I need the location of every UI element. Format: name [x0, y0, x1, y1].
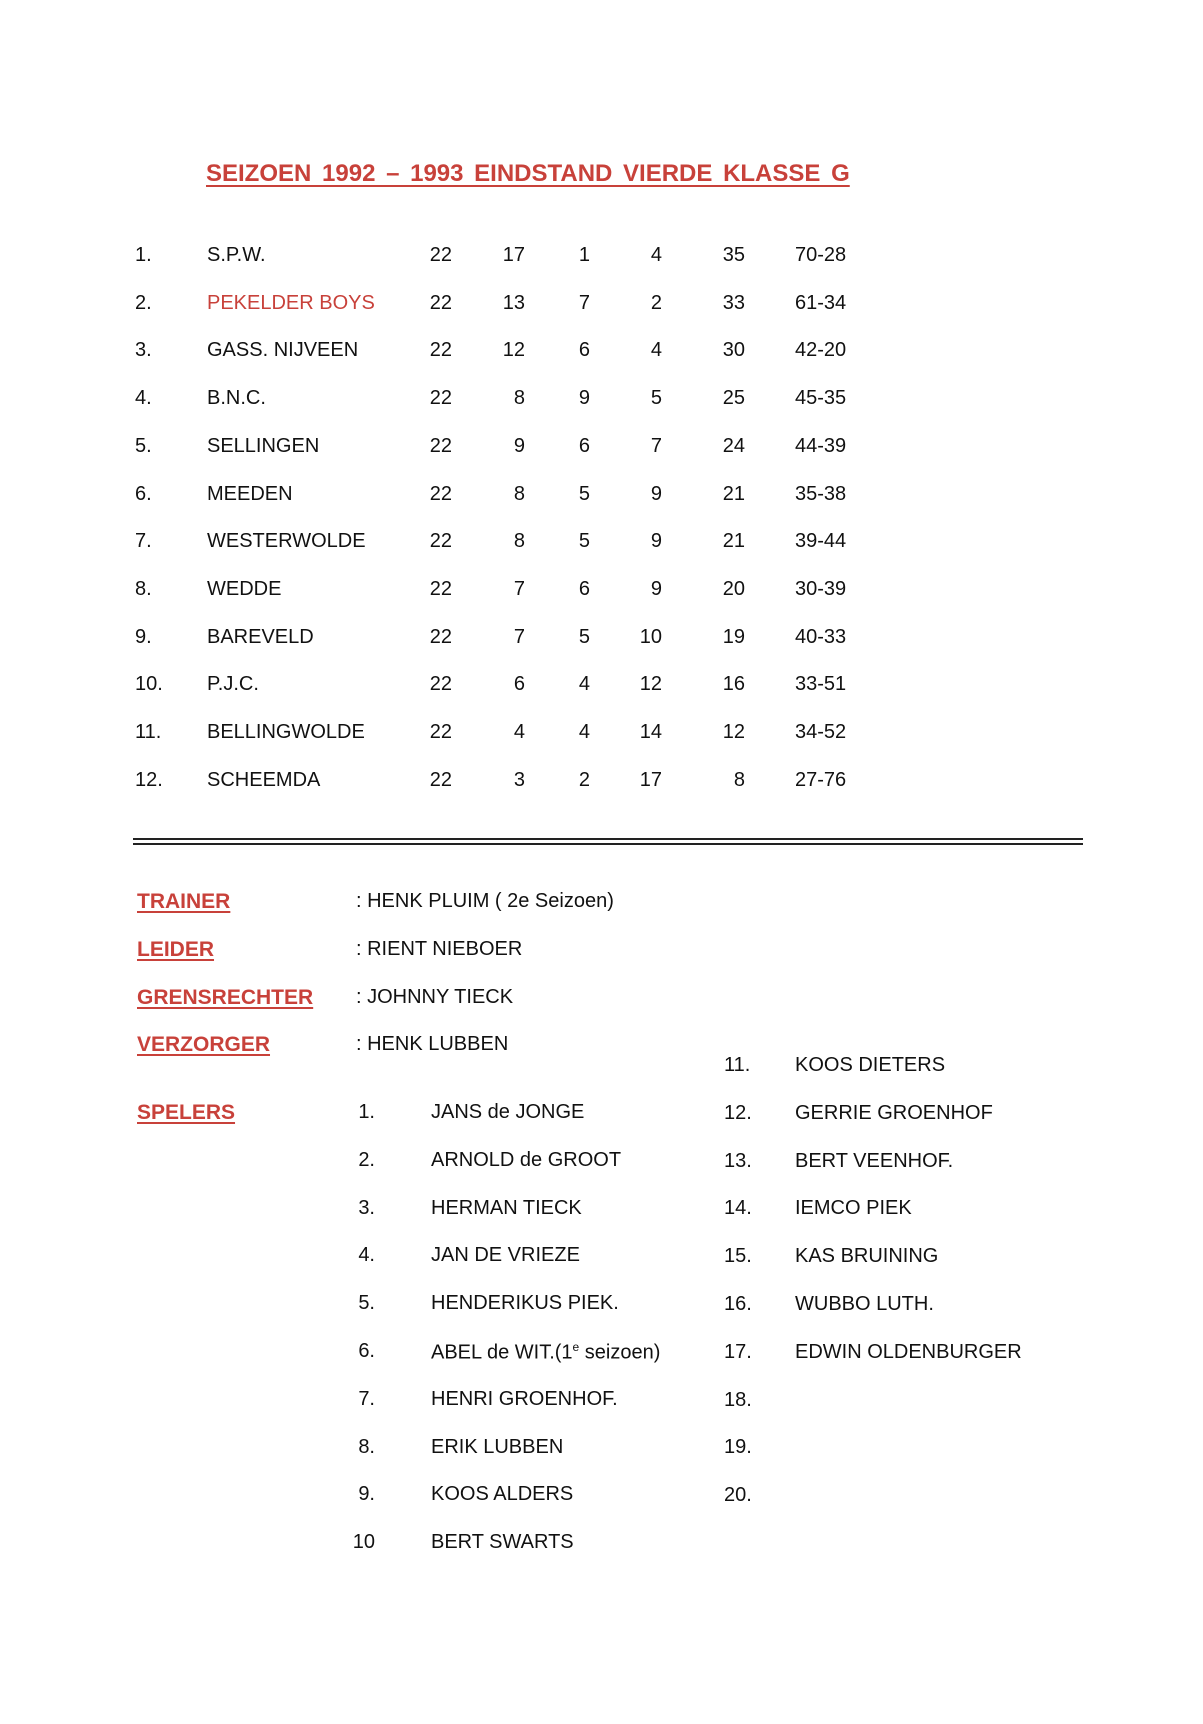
- staff-member-name: : HENK PLUIM ( 2e Seizoen): [356, 890, 614, 912]
- standing-lost: 5: [650, 387, 662, 410]
- player-number: 13.: [724, 1149, 752, 1172]
- standing-drawn: 2: [578, 768, 590, 791]
- standing-won: 8: [513, 387, 525, 410]
- player-name: KAS BRUINING: [795, 1245, 939, 1268]
- standing-lost: 12: [639, 673, 662, 696]
- standing-team-name: BAREVELD: [207, 625, 314, 648]
- player-name: [431, 1340, 660, 1365]
- standing-points: 8: [733, 768, 745, 791]
- player-number: 12.: [724, 1101, 752, 1124]
- standing-points: 21: [722, 530, 745, 553]
- player-name: BERT SWARTS: [431, 1531, 574, 1554]
- standing-team-name: SELLINGEN: [207, 434, 320, 457]
- standing-team-name: SCHEEMDA: [207, 768, 321, 791]
- player-name-text: ABEL de WIT.(1: [431, 1341, 573, 1364]
- standing-goals: 39-44: [795, 530, 847, 553]
- standing-played: 22: [429, 768, 452, 791]
- staff-role-label: VERZORGER: [137, 1033, 271, 1057]
- player-number: 16.: [724, 1293, 752, 1315]
- staff-role-label: LEIDER: [137, 937, 215, 961]
- player-number: 2.: [358, 1148, 375, 1171]
- standing-position: 3.: [135, 339, 152, 362]
- standing-points: 35: [722, 244, 745, 266]
- standing-won: 4: [513, 721, 525, 743]
- standing-goals: 45-35: [795, 387, 847, 410]
- standing-lost: 4: [650, 339, 662, 362]
- standing-played: 22: [429, 291, 452, 314]
- player-name: KOOS DIETERS: [795, 1054, 946, 1076]
- player-number: 19.: [724, 1436, 752, 1459]
- divider-line: [133, 843, 1083, 845]
- standing-goals: 70-28: [795, 244, 847, 266]
- standing-drawn: 5: [578, 530, 590, 553]
- standing-team-name: WESTERWOLDE: [207, 530, 366, 553]
- standing-drawn: 5: [578, 625, 590, 648]
- staff-member-name: : JOHNNY TIECK: [356, 985, 514, 1008]
- standing-position: 7.: [135, 530, 152, 553]
- standing-won: 6: [513, 673, 525, 696]
- standing-lost: 9: [650, 482, 662, 505]
- standing-goals: 61-34: [795, 291, 847, 314]
- player-number: 1.: [358, 1101, 375, 1123]
- standing-goals: 42-20: [795, 339, 847, 362]
- standing-position: 1.: [135, 244, 152, 266]
- standing-goals: 30-39: [795, 577, 847, 600]
- standing-drawn: 4: [578, 673, 590, 696]
- standing-position: 6.: [135, 482, 152, 505]
- player-number: 5.: [358, 1292, 375, 1315]
- standing-team-name: P.J.C.: [207, 673, 259, 696]
- player-name-suffix: seizoen): [579, 1341, 661, 1364]
- standing-won: 3: [513, 768, 525, 791]
- standing-drawn: 7: [578, 291, 590, 314]
- standing-goals: 33-51: [795, 673, 847, 696]
- standing-position: 12.: [135, 768, 163, 791]
- player-number: 4.: [358, 1244, 375, 1267]
- standing-drawn: 5: [578, 482, 590, 505]
- standing-lost: 7: [650, 434, 662, 457]
- player-name: WUBBO LUTH.: [795, 1293, 934, 1315]
- standing-played: 22: [429, 244, 452, 266]
- standing-played: 22: [429, 577, 452, 600]
- standing-won: 8: [513, 530, 525, 553]
- standing-played: 22: [429, 673, 452, 696]
- standing-points: 24: [722, 434, 745, 457]
- standing-won: 12: [502, 339, 525, 362]
- player-number: 14.: [724, 1197, 752, 1220]
- player-name: JANS de JONGE: [431, 1101, 585, 1123]
- standing-drawn: 6: [578, 339, 590, 362]
- staff-role-label: TRAINER: [137, 890, 231, 913]
- standing-position: 5.: [135, 434, 152, 457]
- player-name: KOOS ALDERS: [431, 1483, 574, 1506]
- staff-member-name: : HENK LUBBEN: [356, 1033, 509, 1056]
- standing-goals: 40-33: [795, 625, 847, 648]
- player-number: 18.: [724, 1388, 752, 1411]
- standing-points: 20: [722, 577, 745, 600]
- standing-team-name: MEEDEN: [207, 482, 293, 505]
- player-number: 3.: [358, 1196, 375, 1219]
- player-name: GERRIE GROENHOF: [795, 1101, 993, 1124]
- standing-played: 22: [429, 625, 452, 648]
- player-name: HENRI GROENHOF.: [431, 1387, 618, 1410]
- player-name: ARNOLD de GROOT: [431, 1148, 622, 1171]
- player-name: HERMAN TIECK: [431, 1196, 582, 1219]
- standing-lost: 17: [639, 768, 662, 791]
- player-number: 9.: [358, 1483, 375, 1506]
- player-name: IEMCO PIEK: [795, 1197, 912, 1220]
- standing-lost: 10: [639, 625, 662, 648]
- standing-team-name: B.N.C.: [207, 387, 266, 410]
- standing-team-name: GASS. NIJVEEN: [207, 339, 359, 362]
- player-number: 6.: [358, 1340, 375, 1362]
- standing-drawn: 1: [578, 244, 590, 266]
- standing-played: 22: [429, 434, 452, 457]
- player-number: 8.: [358, 1435, 375, 1458]
- player-number: 17.: [724, 1340, 752, 1363]
- standing-lost: 9: [650, 530, 662, 553]
- standing-lost: 14: [639, 721, 662, 743]
- standing-won: 13: [502, 291, 525, 314]
- player-name: HENDERIKUS PIEK.: [431, 1292, 619, 1315]
- standing-drawn: 6: [578, 434, 590, 457]
- player-number: 10: [352, 1531, 375, 1554]
- divider-line: [133, 838, 1083, 840]
- standing-lost: 4: [650, 244, 662, 266]
- players-label: SPELERS: [137, 1101, 236, 1124]
- standing-won: 7: [513, 577, 525, 600]
- standing-goals: 34-52: [795, 721, 847, 743]
- standing-drawn: 4: [578, 721, 590, 743]
- standing-played: 22: [429, 339, 452, 362]
- standing-position: 10.: [135, 673, 163, 696]
- standing-points: 25: [722, 387, 745, 410]
- standing-played: 22: [429, 721, 452, 743]
- player-name: BERT VEENHOF.: [795, 1149, 954, 1172]
- standing-lost: 2: [650, 291, 662, 314]
- standing-position: 4.: [135, 387, 152, 410]
- standing-won: 8: [513, 482, 525, 505]
- staff-member-name: : RIENT NIEBOER: [356, 937, 523, 960]
- player-name: ERIK LUBBEN: [431, 1435, 564, 1458]
- player-name: JAN DE VRIEZE: [431, 1244, 580, 1267]
- standing-position: 9.: [135, 625, 152, 648]
- standing-position: 2.: [135, 291, 152, 314]
- player-name: EDWIN OLDENBURGER: [795, 1340, 1022, 1363]
- standing-points: 16: [722, 673, 745, 696]
- standing-team-name: S.P.W.: [207, 244, 266, 266]
- standing-team-name: BELLINGWOLDE: [207, 721, 365, 743]
- standing-position: 11.: [135, 721, 162, 743]
- standing-played: 22: [429, 482, 452, 505]
- standing-drawn: 9: [578, 387, 590, 410]
- standing-points: 33: [722, 291, 745, 314]
- standing-lost: 9: [650, 577, 662, 600]
- standing-goals: 27-76: [795, 768, 847, 791]
- standing-won: 9: [513, 434, 525, 457]
- standing-played: 22: [429, 387, 452, 410]
- standing-drawn: 6: [578, 577, 590, 600]
- standing-played: 22: [429, 530, 452, 553]
- standing-points: 30: [722, 339, 745, 362]
- standing-team-name: WEDDE: [207, 577, 282, 600]
- player-number: 7.: [358, 1387, 375, 1410]
- staff-role-label: GRENSRECHTER: [137, 985, 314, 1009]
- standing-goals: 44-39: [795, 434, 847, 457]
- page-title: SEIZOEN 1992 – 1993 EINDSTAND VIERDE KLASSE G: [206, 160, 850, 187]
- standing-points: 21: [722, 482, 745, 505]
- standing-team-name: PEKELDER BOYS: [207, 291, 375, 314]
- standing-won: 17: [502, 244, 525, 266]
- superscript: e: [572, 1340, 580, 1354]
- standing-position: 8.: [135, 577, 152, 600]
- player-number: 11.: [724, 1054, 751, 1076]
- player-number: 15.: [724, 1245, 752, 1268]
- player-number: 20.: [724, 1484, 752, 1507]
- standing-points: 19: [722, 625, 745, 648]
- standing-points: 12: [722, 721, 745, 743]
- standing-won: 7: [513, 625, 525, 648]
- standing-goals: 35-38: [795, 482, 847, 505]
